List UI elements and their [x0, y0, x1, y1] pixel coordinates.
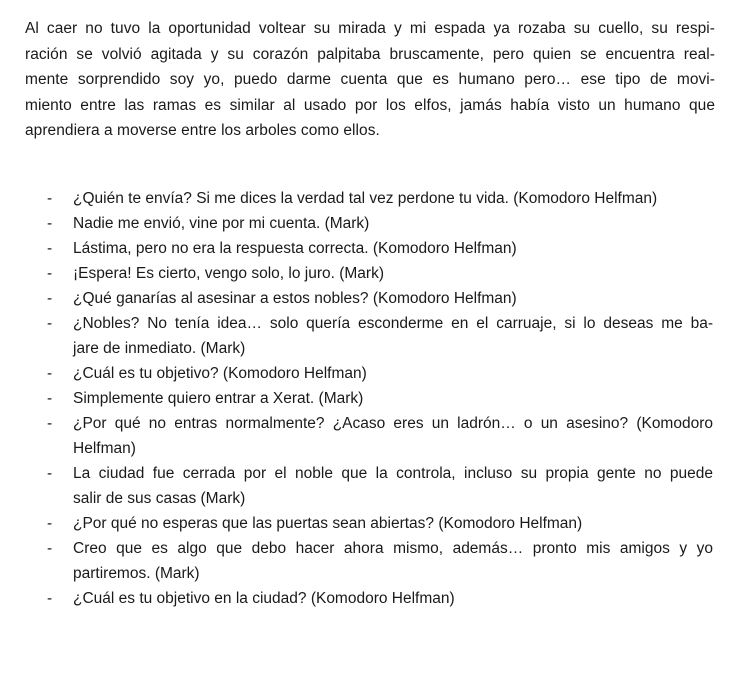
paragraph-line: ración se volvió agitada y su corazón palpitaba bruscamente, pero quien se encuentra real-: [25, 45, 715, 63]
dialogue-list: [0, 186, 736, 611]
dialogue-line: partiremos. (Mark): [73, 565, 200, 582]
dialogue-line: Nadie me envió, vine por mi cuenta. (Mark): [73, 215, 370, 232]
dialogue-line: ¿Quién te envía? Si me dices la verdad tal vez perdone tu vida. (Komodoro Helfman): [73, 190, 658, 207]
narrative-paragraph: [25, 16, 715, 144]
dialogue-item: [0, 186, 736, 211]
dialogue-text: [73, 586, 713, 611]
dialogue-text: [73, 186, 713, 211]
list-dash: -: [47, 365, 53, 382]
dialogue-line: ¿Cuál es tu objetivo? (Komodoro Helfman): [73, 365, 367, 382]
dialogue-item: [0, 511, 736, 536]
dialogue-line: ¡Espera! Es cierto, vengo solo, lo juro. (Mark): [73, 265, 384, 282]
dialogue-item: [0, 536, 736, 586]
dialogue-item: [0, 261, 736, 286]
paragraph-line: aprendiera a moverse entre los arboles como ellos.: [25, 122, 380, 139]
dialogue-item: [0, 461, 736, 511]
dialogue-text: [73, 286, 713, 311]
dialogue-line: ¿Nobles? No tenía idea… solo quería esconderme en el carruaje, si lo deseas me ba-: [73, 315, 713, 332]
dialogue-line: Helfman): [73, 440, 136, 457]
dialogue-line: Simplemente quiero entrar a Xerat. (Mark): [73, 390, 364, 407]
dialogue-item: [0, 311, 736, 361]
dialogue-item: [0, 386, 736, 411]
dialogue-item: [0, 586, 736, 611]
list-dash: -: [47, 590, 53, 607]
dialogue-line: salir de sus casas (Mark): [73, 490, 246, 507]
dialogue-line: Creo que es algo que debo hacer ahora mismo, además… pronto mis amigos y yo: [73, 540, 713, 557]
list-dash: -: [47, 465, 53, 482]
dialogue-text: [73, 311, 713, 361]
dialogue-item: [0, 211, 736, 236]
dialogue-line: La ciudad fue cerrada por el noble que la controla, incluso su propia gente no puede: [73, 465, 713, 482]
dialogue-line: ¿Por qué no entras normalmente? ¿Acaso eres un ladrón… o un asesino? (Komodoro: [73, 415, 713, 432]
dialogue-line: ¿Qué ganarías al asesinar a estos nobles? (Komodoro Helfman): [73, 290, 517, 307]
dialogue-text: [73, 236, 713, 261]
list-dash: -: [47, 390, 53, 407]
dialogue-text: [73, 536, 713, 586]
dialogue-item: [0, 411, 736, 461]
dialogue-text: [73, 411, 713, 461]
list-dash: -: [47, 265, 53, 282]
dialogue-item: [0, 361, 736, 386]
dialogue-item: [0, 236, 736, 261]
dialogue-text: [73, 511, 713, 536]
dialogue-line: Lástima, pero no era la respuesta correcta. (Komodoro Helfman): [73, 240, 517, 257]
paragraph-line: miento entre las ramas es similar al usado por los elfos, jamás había visto un humano que: [25, 96, 715, 114]
list-dash: -: [47, 240, 53, 257]
dialogue-text: [73, 461, 713, 511]
list-dash: -: [47, 290, 53, 307]
dialogue-line: ¿Cuál es tu objetivo en la ciudad? (Komodoro Helfman): [73, 590, 455, 607]
dialogue-line: ¿Por qué no esperas que las puertas sean abiertas? (Komodoro Helfman): [73, 515, 583, 532]
dialogue-text: [73, 361, 713, 386]
list-dash: -: [47, 315, 53, 332]
list-dash: -: [47, 540, 53, 557]
paragraph-line: Al caer no tuvo la oportunidad voltear su mirada y mi espada ya rozaba su cuello, su respi-: [25, 20, 715, 37]
list-dash: -: [47, 215, 53, 232]
dialogue-line: jare de inmediato. (Mark): [73, 340, 246, 357]
list-dash: -: [47, 190, 53, 207]
dialogue-text: [73, 211, 713, 236]
dialogue-text: [73, 261, 713, 286]
list-dash: -: [47, 415, 53, 432]
dialogue-item: [0, 286, 736, 311]
dialogue-text: [73, 386, 713, 411]
paragraph-line: mente sorprendido soy yo, puedo darme cuenta que es humano pero… ese tipo de movi-: [25, 71, 715, 88]
list-dash: -: [47, 515, 53, 532]
